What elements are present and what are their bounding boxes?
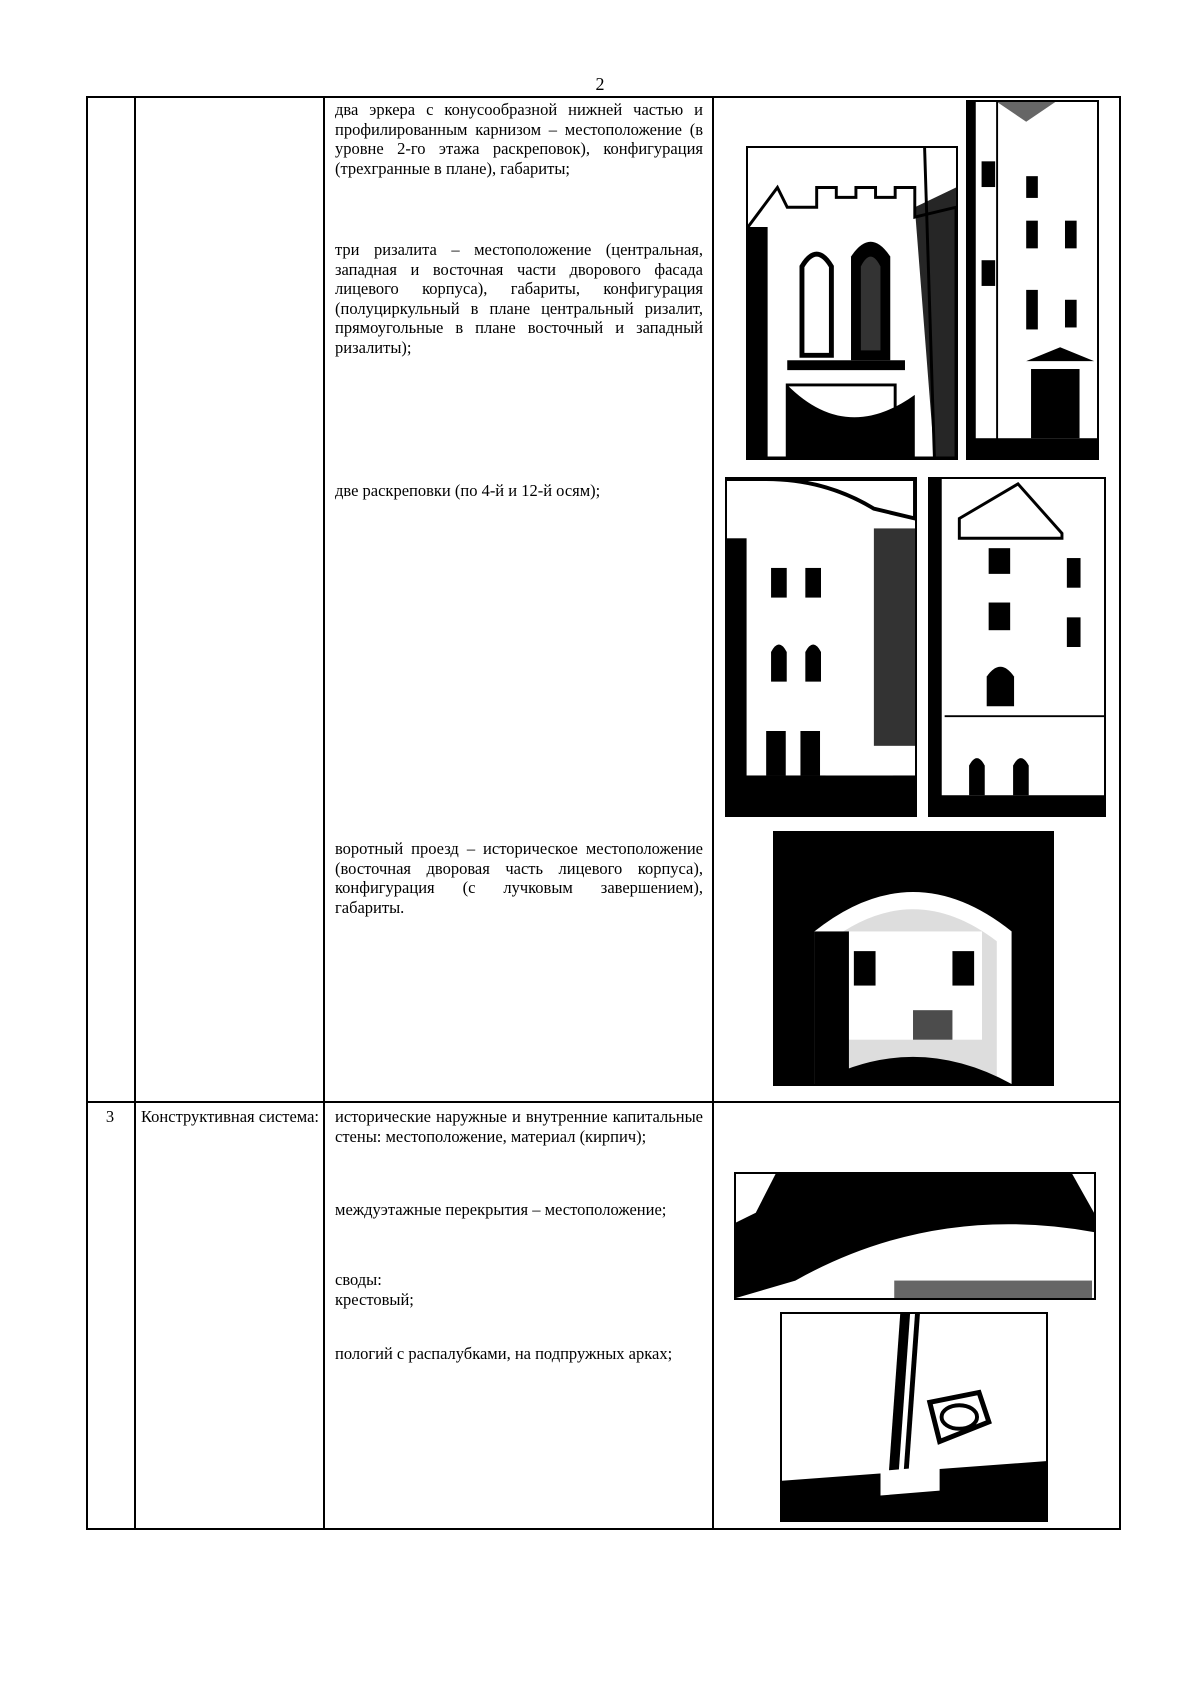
table-col-divider-2 [323,96,325,1530]
table-border-right [1119,96,1121,1530]
photo-vault-detail [780,1312,1048,1522]
photo-risalit-right [928,477,1106,817]
table-col-divider-1 [134,96,136,1530]
text-floors: междуэтажные перекрытия – местоположение; [335,1200,667,1219]
text-projections: две раскреповки (по 4-й и 12-й осям); [335,481,601,500]
text-vaults: своды: крестовый; [335,1270,414,1309]
photo-gateway [773,831,1054,1086]
table-col-divider-3 [712,96,714,1530]
text-gateway: воротный проезд – историческое местоположение (восточная дворовая часть лицевого корпуса), конфигурация (с лучковым завершением), габариты. [335,839,703,917]
table-row-divider [86,1101,1121,1103]
photo-bay-window [746,146,958,460]
photo-vault-arch [734,1172,1096,1300]
photo-facade [966,100,1099,460]
text-risalits: три ризалита – местоположение (центральная, западная и восточная части дворового фасада лицевого корпуса), габариты, конфигурация (полуциркульный в плане центральный ризалит, прямоугольные в плане восточный и западный ризалиты); [335,240,703,357]
table-border-left [86,96,88,1530]
row-label: Конструктивная система: [140,1107,320,1126]
table-border-bottom [86,1528,1121,1530]
photo-risalit-left [725,477,917,817]
text-bay-windows: два эркера с конусообразной нижней частью и профилированным карнизом – местоположение (в уровне 2-го этажа раскреповок), конфигурация (трехгранные в плане), габариты; [335,100,703,178]
page-number: 2 [595,74,605,94]
row-number: 3 [105,1107,115,1126]
text-vault-type: пологий с распалубками, на подпружных арках; [335,1344,673,1363]
table-border-top [86,96,1121,98]
text-walls: исторические наружные и внутренние капитальные стены: местоположение, материал (кирпич); [335,1107,703,1146]
